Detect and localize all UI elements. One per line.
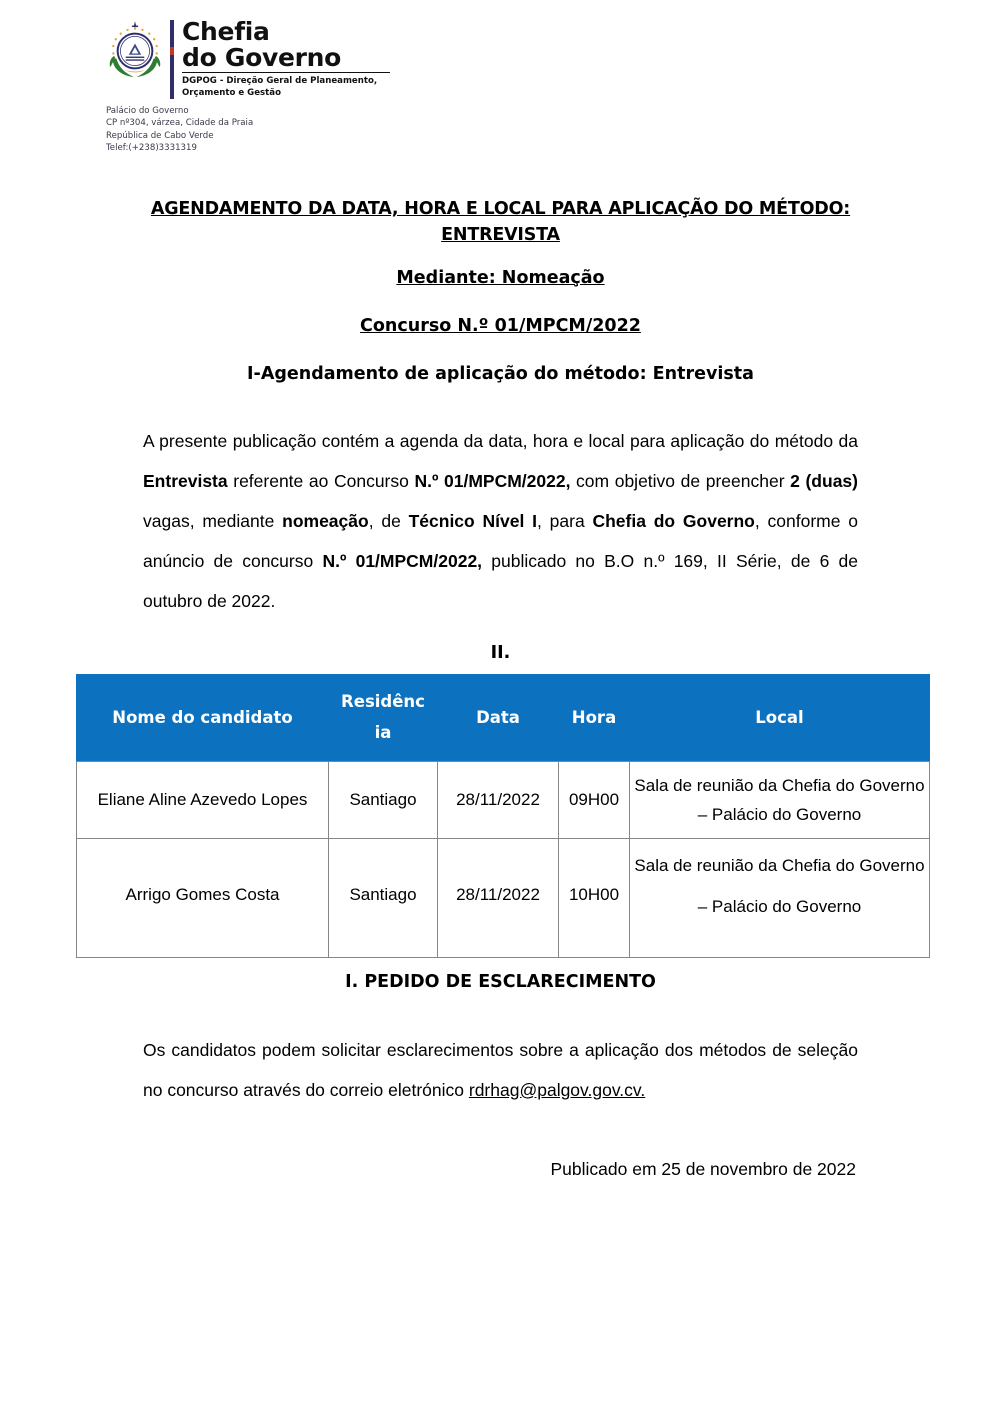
para-seg-3: com objetivo de preencher (570, 470, 791, 491)
department-name: DGPOG - Direção Geral de Planeamento, Orçamento e Gestão (182, 76, 378, 98)
para-bold-entrevista: Entrevista (143, 470, 228, 491)
schedule-table-head (77, 675, 930, 762)
para-bold-cargo: Técnico Nível I (408, 510, 537, 531)
org-name-line1: Chefia (182, 17, 270, 46)
table-row (77, 839, 930, 958)
page-title (143, 196, 858, 249)
letterhead (104, 18, 524, 154)
intro-paragraph (143, 421, 858, 621)
page-title-line2: ENTREVISTA (441, 225, 560, 246)
para-bold-entidade: Chefia do Governo (592, 510, 755, 531)
column-header-nome-label: Nome do candidato (112, 707, 293, 727)
section-ii-heading (143, 639, 858, 667)
para-seg-4: vagas, mediante (143, 510, 283, 531)
cell-local: Sala de reunião da Chefia do Governo – Palácio do Governo (630, 839, 930, 958)
published-date (143, 1155, 858, 1183)
column-header-hora (559, 675, 630, 762)
para-seg-2: referente ao Concurso (227, 470, 415, 491)
document-body (143, 196, 858, 667)
address-line-2: CP nº304, várzea, Cidade da Praia (106, 118, 254, 129)
letterhead-brand (104, 18, 524, 99)
para-seg-6: , para (537, 510, 593, 531)
concurso-heading (143, 313, 858, 339)
org-name-line2: do Governo (182, 42, 342, 72)
schedule-table (76, 674, 930, 958)
para-bold-anuncio-num: N.º 01/MPCM/2022, (322, 550, 483, 571)
esclarecimento-paragraph (143, 1030, 858, 1110)
column-header-local (630, 675, 930, 762)
cell-hora: 10H00 (559, 839, 630, 958)
esclarecimento-heading-text: I. PEDIDO DE ESCLARECIMENTO (345, 972, 656, 992)
cell-data: 28/11/2022 (438, 762, 559, 839)
cell-data: 28/11/2022 (438, 839, 559, 958)
table-header-row (77, 675, 930, 762)
para-seg-1: A presente publicação contém a agenda da data, hora e local para aplicação do método da (143, 430, 858, 451)
esclarecimento-heading (143, 968, 858, 996)
cell-local: Sala de reunião da Chefia do Governo – Palácio do Governo (630, 762, 930, 839)
esclarecimento-section (143, 968, 858, 1183)
schedule-table-wrapper (76, 674, 924, 958)
mediante-text: Mediante: Nomeação (396, 267, 605, 288)
letterhead-address (106, 105, 524, 154)
para-bold-vagas: 2 (duas) (790, 470, 858, 491)
column-header-data-label: Data (476, 707, 520, 727)
section-ii-heading-text: II. (490, 642, 511, 663)
wordmark-underline (182, 72, 390, 73)
column-header-data (438, 675, 559, 762)
letterhead-wordmark (182, 18, 397, 99)
esclarecimento-text: Os candidatos podem solicitar esclarecimentos sobre a aplicação dos métodos de seleção no concurso através do correio eletrónico (143, 1039, 858, 1100)
section-i-heading (143, 361, 858, 387)
published-date-text: Publicado em 25 de novembro de 2022 (550, 1159, 856, 1180)
address-line-3: República de Cabo Verde (106, 130, 214, 141)
table-row (77, 762, 930, 839)
cell-residencia: Santiago (329, 839, 438, 958)
mediante-heading (143, 265, 858, 291)
address-line-4: Telef:(+238)3331319 (106, 142, 197, 153)
column-header-local-label: Local (755, 707, 804, 727)
column-header-residencia (329, 675, 438, 762)
para-bold-concurso-num: N.º 01/MPCM/2022, (414, 470, 571, 491)
para-seg-8: publicado no B.O n.º 169, II Série, de 6 de outubro de 2022. (143, 550, 858, 611)
cell-nome: Eliane Aline Azevedo Lopes (77, 762, 329, 839)
concurso-text: Concurso N.º 01/MPCM/2022 (360, 315, 641, 336)
section-i-heading-text: I-Agendamento de aplicação do método: Entrevista (247, 364, 754, 384)
column-header-hora-label: Hora (571, 707, 617, 727)
para-bold-nomeacao: nomeação (282, 510, 369, 531)
column-header-nome (77, 675, 329, 762)
column-header-residencia-label: Residência (341, 692, 425, 742)
email-link[interactable]: rdrhag@palgov.gov.cv. (468, 1079, 646, 1100)
para-seg-5: , de (368, 510, 409, 531)
cape-verde-government-seal-icon (104, 20, 166, 82)
address-line-1: Palácio do Governo (106, 106, 189, 117)
para-seg-7: , conforme o anúncio de concurso (143, 510, 858, 571)
cell-hora: 09H00 (559, 762, 630, 839)
brand-divider-bar (170, 20, 174, 99)
cell-residencia: Santiago (329, 762, 438, 839)
page-title-line1: AGENDAMENTO DA DATA, HORA E LOCAL PARA APLICAÇÃO DO MÉTODO: (150, 199, 851, 219)
cell-nome: Arrigo Gomes Costa (77, 839, 329, 958)
schedule-table-body (77, 762, 930, 958)
